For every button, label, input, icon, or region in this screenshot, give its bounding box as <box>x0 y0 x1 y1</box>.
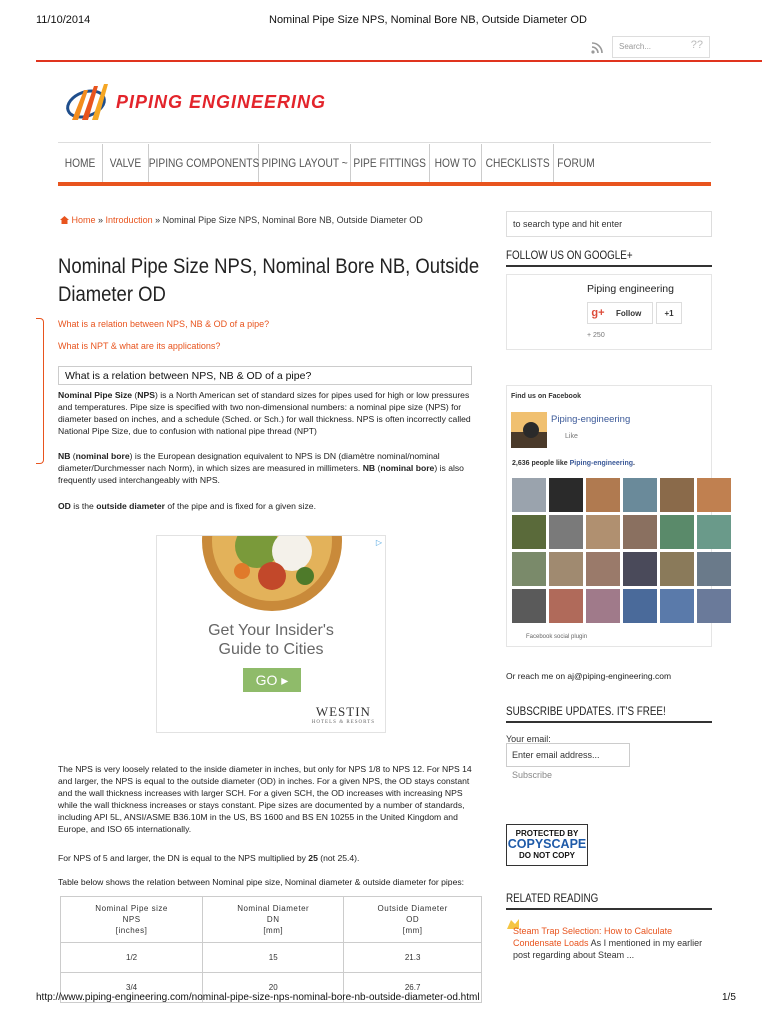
avatar[interactable] <box>660 478 694 512</box>
breadcrumb-sep: » <box>152 215 163 225</box>
avatar[interactable] <box>512 515 546 549</box>
email-label: Your email: <box>506 734 551 744</box>
top-search-placeholder: Search... <box>619 42 652 51</box>
sidebar-search-input[interactable]: to search type and hit enter <box>506 211 712 237</box>
print-url: http://www.piping-engineering.com/nominal-pipe-size-nps-nominal-bore-nb-outside-diameter-od.html <box>36 992 480 1003</box>
table-header-nps: Nominal Pipe size NPS [inches] <box>61 897 203 943</box>
table-cell: 1/2 <box>61 943 203 973</box>
copyscape-badge[interactable]: PROTECTED BY COPYSCAPE DO NOT COPY <box>506 824 588 866</box>
nav-accent-bar <box>58 182 711 186</box>
avatar[interactable] <box>512 589 546 623</box>
related-link[interactable]: Steam Trap Selection: How to Calculate Condensate Loads <box>513 926 673 948</box>
subscribe-heading-rule <box>506 721 712 723</box>
paragraph-table-intro: Table below shows the relation between Nominal pipe size, Nominal diameter & outside diameter for pipes: <box>58 877 465 887</box>
breadcrumb-current: Nominal Pipe Size NPS, Nominal Bore NB, Outside Diameter OD <box>162 215 423 225</box>
gplus-follow-button[interactable]: g+ Follow <box>587 302 653 324</box>
toc-link-relation[interactable]: What is a relation between NPS, NB & OD of a pipe? <box>58 319 270 329</box>
breadcrumb-introduction[interactable]: Introduction <box>105 215 153 225</box>
paragraph-nps-details: The NPS is very loosely related to the inside diameter in inches, but only for NPS 1/8 to NPS 12. For NPS 14 and larger, the NPS is equal to the outside diameter (OD) in inches. For a given NPS, the OD stays constant and the wall thickness increases with larger SCH. For a given SCH, the OD increases with increasing NPS while the wall thickness increases or stays constant. Pipe sizes are documented by a number of standards, including API 5L, ANSI/ASME B36.10M in the US, BS 1600 and BS EN 10255 in the United Kingdom and Europe, and ISO 65 internationally. <box>58 764 472 834</box>
fb-plugin-label: Facebook social plugin <box>526 634 588 640</box>
ad-brand-logo: WESTIN HOTELS & RESORTS <box>311 704 375 725</box>
paragraph-nps: Nominal Pipe Size (NPS) is a North American set of standard sizes for pipes used for high or low pressures and temperatures. Pipe size is specified with two non-dimensional numbers: a nominal pipe size (NPS) for diameter based on inches, and a schedule (Sched. or Sch.) for wall thickness. NPS is often incorrectly called National Pipe Size, due to confusion with national pipe thread (NPT) <box>58 390 471 436</box>
home-icon[interactable] <box>60 216 69 224</box>
top-search-button[interactable]: ?? <box>690 39 703 51</box>
ad-food-image <box>197 535 347 616</box>
rss-icon[interactable] <box>590 41 604 55</box>
toc-link-npt[interactable]: What is NPT & what are its applications? <box>58 341 221 351</box>
related-item: Steam Trap Selection: How to Calculate Condensate Loads As I mentioned in my earlier post regarding about Steam ... <box>513 926 703 960</box>
adchoices-icon[interactable]: ▷ <box>375 538 382 547</box>
avatar[interactable] <box>623 515 657 549</box>
avatar[interactable] <box>549 478 583 512</box>
avatar[interactable] <box>697 552 731 586</box>
nav-home[interactable]: HOME <box>58 144 103 182</box>
avatar[interactable] <box>586 515 620 549</box>
nav-piping-layout[interactable]: PIPING LAYOUT ~ <box>259 144 351 182</box>
breadcrumb-home[interactable]: Home <box>71 215 96 225</box>
page-title <box>58 253 480 309</box>
fb-people-like: 2,636 people like Piping-engineering. <box>512 460 635 467</box>
print-date: 11/10/2014 <box>36 14 91 26</box>
table-cell: 20 <box>203 973 344 1003</box>
avatar[interactable] <box>660 515 694 549</box>
avatar[interactable] <box>586 478 620 512</box>
email-field[interactable]: Enter email address... <box>506 743 630 767</box>
nav-checklists[interactable]: CHECKLISTS <box>482 144 554 182</box>
gplus-heading: FOLLOW US ON GOOGLE+ <box>506 248 633 262</box>
paragraph-dn-rule: For NPS of 5 and larger, the DN is equal to the NPS multiplied by 25 (not 25.4). <box>58 853 360 863</box>
avatar[interactable] <box>660 589 694 623</box>
table-row <box>61 943 482 973</box>
paragraph-nb: NB (nominal bore) is the European designation equivalent to NPS is DN (diamètre nominal/nominal diameter/Durchmesser nach Norm), in which sizes are measured in millimeters. NB (nominal bore) is also frequently used interchangeably with NPS. <box>58 451 464 485</box>
table-header-row <box>61 897 482 943</box>
related-heading: RELATED READING <box>506 891 599 905</box>
google-plus-icon: g+ <box>591 307 605 319</box>
table-cell: 15 <box>203 943 344 973</box>
advertisement[interactable] <box>156 535 386 733</box>
avatar[interactable] <box>549 589 583 623</box>
ad-go-button[interactable]: GO ▸ <box>243 668 301 692</box>
avatar[interactable] <box>512 478 546 512</box>
title-line-2: Diameter OD <box>58 283 166 306</box>
fb-like-button[interactable]: Like <box>565 433 578 440</box>
nav-piping-components[interactable]: PIPING COMPONENTS <box>149 144 259 182</box>
avatar[interactable] <box>623 478 657 512</box>
nav-valve[interactable]: VALVE <box>103 144 149 182</box>
paragraph-od: OD is the outside diameter of the pipe and is fixed for a given size. <box>58 501 316 511</box>
site-logo-text[interactable]: PIPING ENGINEERING <box>116 92 327 112</box>
gplus-page-name[interactable]: Piping engineering <box>587 283 674 295</box>
table-cell: 21.3 <box>344 943 482 973</box>
subscribe-heading: SUBSCRIBE UPDATES. IT'S FREE! <box>506 704 666 718</box>
breadcrumb-sep: » <box>95 215 106 225</box>
header-divider <box>36 60 762 62</box>
table-header-dn: Nominal Diameter DN [mm] <box>203 897 344 943</box>
nav-how-to[interactable]: HOW TO <box>430 144 482 182</box>
gplus-heading-rule <box>506 265 712 267</box>
table-cell: 26.7 <box>344 973 482 1003</box>
avatar[interactable] <box>697 515 731 549</box>
gplus-plusone-button[interactable]: +1 <box>656 302 682 324</box>
nav-pipe-fittings[interactable]: PIPE FITTINGS <box>351 144 430 182</box>
avatar[interactable] <box>586 552 620 586</box>
print-page-title: Nominal Pipe Size NPS, Nominal Bore NB, Outside Diameter OD <box>269 14 587 26</box>
title-line-1: Nominal Pipe Size NPS, Nominal Bore NB, Outside <box>58 255 480 278</box>
section-subheading: What is a relation between NPS, NB & OD of a pipe? <box>58 366 472 385</box>
fb-page-avatar[interactable] <box>511 412 547 448</box>
subscribe-button[interactable]: Subscribe <box>512 770 553 780</box>
avatar[interactable] <box>586 589 620 623</box>
table-cell: 3/4 <box>61 973 203 1003</box>
avatar[interactable] <box>623 589 657 623</box>
avatar[interactable] <box>697 478 731 512</box>
fb-fan-avatars <box>512 478 731 623</box>
print-page-number: 1/5 <box>722 992 736 1003</box>
avatar[interactable] <box>660 552 694 586</box>
related-heading-rule <box>506 908 712 910</box>
main-nav <box>58 144 711 182</box>
ad-headline-2: Guide to Cities <box>218 641 324 658</box>
fb-page-link[interactable]: Piping-engineering <box>551 414 631 425</box>
nav-top-border <box>58 142 711 143</box>
breadcrumb <box>60 215 423 225</box>
avatar[interactable] <box>623 552 657 586</box>
nav-forum[interactable]: FORUM <box>557 156 595 170</box>
top-search-input[interactable] <box>612 36 710 58</box>
avatar[interactable] <box>549 552 583 586</box>
logo-mark-icon[interactable] <box>64 80 112 124</box>
avatar[interactable] <box>697 589 731 623</box>
contact-email[interactable]: Or reach me on aj@piping-engineering.com <box>506 671 672 681</box>
gplus-follower-count: + 250 <box>587 332 605 339</box>
avatar[interactable] <box>512 552 546 586</box>
fb-heading: Find us on Facebook <box>511 393 582 400</box>
pipe-size-table <box>60 896 482 1003</box>
table-header-od: Outside Diameter OD [mm] <box>344 897 482 943</box>
avatar[interactable] <box>549 515 583 549</box>
side-share-tab[interactable] <box>36 318 44 464</box>
ad-headline-1: Get Your Insider's <box>208 622 334 639</box>
